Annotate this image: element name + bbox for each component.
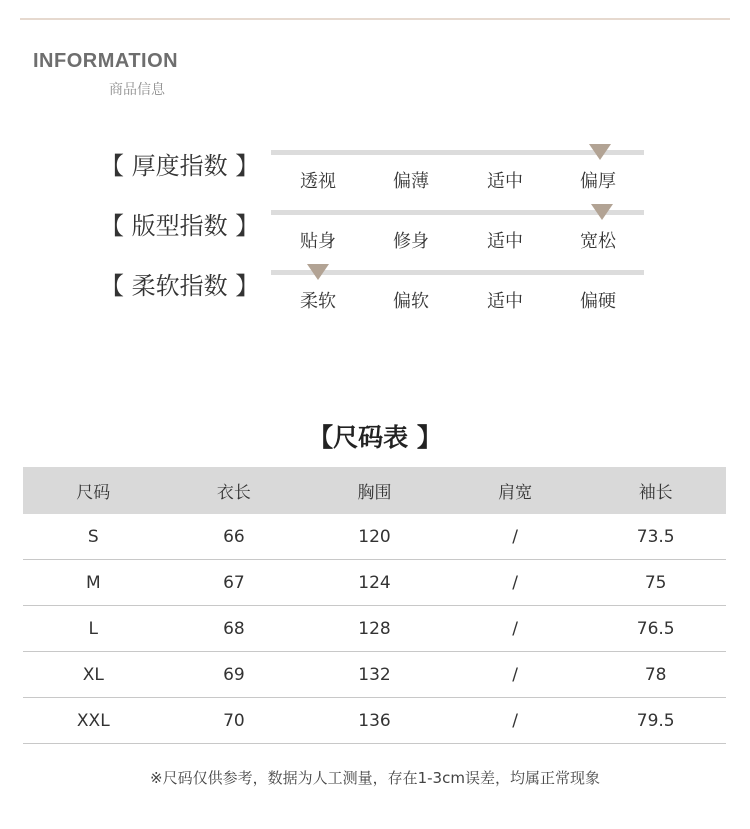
- fit-level-1: 贴身: [300, 231, 336, 252]
- fit-marker-icon: [591, 204, 613, 220]
- cell-sleeve: 79.5: [585, 698, 726, 744]
- table-row: [23, 560, 726, 606]
- thickness-level-1: 透视: [300, 171, 336, 192]
- thickness-marker-icon: [589, 144, 611, 160]
- cell-sleeve: 76.5: [585, 606, 726, 652]
- cell-length: 69: [164, 652, 305, 698]
- size-chart-title: 【尺码表 】: [308, 423, 442, 452]
- cell-length: 66: [164, 514, 305, 560]
- fit-level-2: 修身: [393, 231, 429, 252]
- table-row: [23, 514, 726, 560]
- softness-index-label: 【 柔软指数 】: [100, 272, 260, 300]
- softness-level-1: 柔软: [300, 291, 336, 312]
- cell-shoulder: /: [445, 606, 586, 652]
- size-table: [23, 467, 726, 744]
- top-divider: [20, 18, 730, 20]
- header-sleeve: 袖长: [585, 467, 726, 514]
- cell-length: 67: [164, 560, 305, 606]
- cell-chest: 128: [304, 606, 445, 652]
- cell-length: 70: [164, 698, 305, 744]
- header-chest: 胸围: [304, 467, 445, 514]
- cell-chest: 132: [304, 652, 445, 698]
- cell-size: XXL: [23, 698, 164, 744]
- fit-level-3: 适中: [487, 231, 523, 252]
- header-size: 尺码: [23, 467, 164, 514]
- cell-sleeve: 75: [585, 560, 726, 606]
- section-title-cn: 商品信息: [109, 82, 165, 98]
- cell-chest: 124: [304, 560, 445, 606]
- header-length: 衣长: [164, 467, 305, 514]
- cell-shoulder: /: [445, 652, 586, 698]
- cell-length: 68: [164, 606, 305, 652]
- fit-index-bar: [271, 210, 644, 215]
- thickness-level-3: 适中: [487, 171, 523, 192]
- cell-sleeve: 73.5: [585, 514, 726, 560]
- cell-chest: 120: [304, 514, 445, 560]
- softness-level-3: 适中: [487, 291, 523, 312]
- table-row: [23, 606, 726, 652]
- softness-level-2: 偏软: [393, 291, 429, 312]
- cell-shoulder: /: [445, 560, 586, 606]
- softness-level-4: 偏硬: [580, 291, 616, 312]
- cell-size: S: [23, 514, 164, 560]
- table-header-row: [23, 467, 726, 514]
- fit-level-4: 宽松: [580, 231, 616, 252]
- header-shoulder: 肩宽: [445, 467, 586, 514]
- table-row: [23, 698, 726, 744]
- fit-index-label: 【 版型指数 】: [100, 212, 260, 240]
- cell-size: M: [23, 560, 164, 606]
- thickness-index-label: 【 厚度指数 】: [100, 152, 260, 180]
- cell-shoulder: /: [445, 698, 586, 744]
- thickness-level-2: 偏薄: [393, 171, 429, 192]
- section-title-en: INFORMATION: [33, 50, 179, 72]
- cell-sleeve: 78: [585, 652, 726, 698]
- cell-chest: 136: [304, 698, 445, 744]
- cell-size: L: [23, 606, 164, 652]
- measurement-note: ※尺码仅供参考，数据为人工测量，存在1-3cm误差，均属正常现象: [150, 769, 600, 787]
- cell-size: XL: [23, 652, 164, 698]
- thickness-level-4: 偏厚: [580, 171, 616, 192]
- cell-shoulder: /: [445, 514, 586, 560]
- softness-marker-icon: [307, 264, 329, 280]
- table-row: [23, 652, 726, 698]
